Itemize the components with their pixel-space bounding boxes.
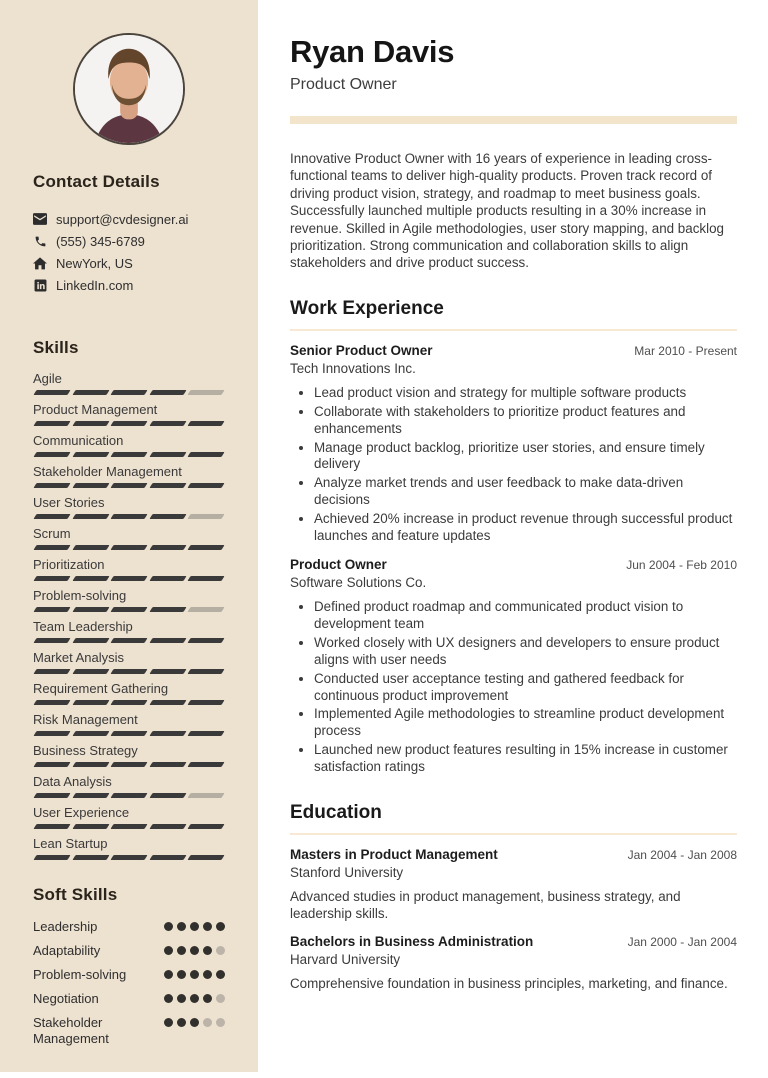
contact-details-heading: Contact Details: [33, 172, 160, 191]
soft-skill-name: Negotiation: [33, 991, 99, 1006]
skill-item: [33, 371, 225, 395]
soft-skill-item: [33, 919, 225, 935]
soft-skills-heading: Soft Skills: [33, 885, 118, 904]
skill-segment-filled: [72, 545, 109, 550]
skill-segment-filled: [188, 545, 225, 550]
skill-item: [33, 650, 225, 674]
soft-skill-item: [33, 991, 225, 1007]
skill-segment-filled: [111, 793, 148, 798]
home-icon: [33, 257, 47, 270]
job-company: Software Solutions Co.: [290, 575, 427, 590]
skill-segment-filled: [188, 731, 225, 736]
job-bullet: • Conducted user acceptance testing and gathered feedback for continuous product improvement: [314, 671, 737, 705]
skill-level-bar: [33, 793, 225, 798]
skill-segment-filled: [111, 545, 148, 550]
level-dot-empty: [203, 1018, 212, 1027]
skill-name: Business Strategy: [33, 743, 138, 758]
skill-segment-filled: [33, 762, 70, 767]
skill-segment-filled: [188, 576, 225, 581]
skill-level-bar: [33, 607, 225, 612]
job-dates: Jun 2004 - Feb 2010: [626, 558, 737, 572]
skill-name: User Stories: [33, 495, 105, 510]
skill-name: Team Leadership: [33, 619, 133, 634]
skill-segment-filled: [111, 700, 148, 705]
education-section: [290, 802, 737, 992]
main-column: [258, 0, 768, 992]
skill-segment-filled: [149, 576, 186, 581]
level-dot-filled: [164, 946, 173, 955]
person-name: Ryan Davis: [290, 34, 455, 69]
level-dot-filled: [177, 970, 186, 979]
skill-segment-filled: [33, 669, 70, 674]
skill-segment-filled: [149, 824, 186, 829]
skill-segment-filled: [149, 669, 186, 674]
job-dates: Mar 2010 - Present: [634, 343, 737, 358]
skill-level-bar: [33, 545, 225, 550]
contact-list: [33, 208, 225, 296]
skill-segment-filled: [72, 700, 109, 705]
skill-item: [33, 557, 225, 581]
skill-segment-filled: [33, 576, 70, 581]
level-dot-filled: [190, 922, 199, 931]
summary-paragraph: Innovative Product Owner with 16 years of experience in leading cross-functional teams to deliver high-quality products. Proven track record of driving product vision, strategy, and roadmap to meet business goals. Successfully launched multiple products resulting in a 30% increase in revenue. Skilled in Agile methodologies, user story mapping, and backlog prioritization. Strong communication and collaboration skills to align stakeholders and drive product success.: [290, 151, 724, 271]
phone-icon: [33, 235, 47, 248]
skill-segment-filled: [72, 607, 109, 612]
degrees-list: [290, 847, 737, 992]
job-bullet: • Implemented Agile methodologies to streamline product development process: [314, 706, 737, 740]
skill-segment-filled: [33, 607, 70, 612]
skill-segment-filled: [149, 855, 186, 860]
skill-segment-filled: [33, 514, 70, 519]
job-bullet: • Analyze market trends and user feedback to make data-driven decisions: [314, 475, 737, 509]
level-dot-filled: [203, 922, 212, 931]
skill-segment-filled: [188, 700, 225, 705]
skill-name: User Experience: [33, 805, 130, 820]
skill-segment-filled: [33, 638, 70, 643]
skill-segment-filled: [33, 452, 70, 457]
skill-segment-filled: [188, 638, 225, 643]
skill-level-bar: [33, 514, 225, 519]
skill-segment-filled: [111, 824, 148, 829]
skill-name: Stakeholder Management: [33, 464, 182, 479]
skill-segment-filled: [33, 793, 70, 798]
contact-item: [33, 252, 225, 274]
degree-dates: Jan 2000 - Jan 2004: [627, 935, 737, 950]
skill-segment-empty: [188, 607, 225, 612]
skill-name: Requirement Gathering: [33, 681, 169, 696]
skill-level-bar: [33, 762, 225, 767]
education-heading: Education: [290, 802, 737, 835]
level-dot-filled: [203, 946, 212, 955]
header-divider: [290, 116, 737, 124]
skill-segment-filled: [111, 483, 148, 488]
job-title: Product Owner: [290, 557, 387, 572]
skill-item: [33, 526, 225, 550]
skill-segment-filled: [111, 421, 148, 426]
soft-skill-level-dots: [164, 991, 225, 1003]
skill-name: Risk Management: [33, 712, 138, 727]
level-dot-filled: [177, 922, 186, 931]
skill-segment-filled: [111, 514, 148, 519]
contact-item-text: support@cvdesigner.ai: [56, 211, 189, 227]
level-dot-empty: [216, 1018, 225, 1027]
level-dot-filled: [203, 970, 212, 979]
contact-item: [33, 208, 225, 230]
job-bullet: • Collaborate with stakeholders to prioritize product features and enhancements: [314, 404, 737, 438]
linkedin-icon: [33, 279, 47, 292]
soft-skill-item: [33, 943, 225, 959]
skill-name: Lean Startup: [33, 836, 108, 851]
skill-name: Problem-solving: [33, 588, 127, 603]
level-dot-filled: [216, 970, 225, 979]
skill-level-bar: [33, 421, 225, 426]
skill-segment-filled: [33, 421, 70, 426]
skill-segment-filled: [72, 483, 109, 488]
degree-description: Comprehensive foundation in business principles, marketing, and finance.: [290, 976, 728, 992]
skill-segment-filled: [149, 793, 186, 798]
skill-segment-filled: [188, 669, 225, 674]
soft-skill-name: Leadership: [33, 919, 98, 934]
skill-segment-filled: [72, 514, 109, 519]
skill-segment-filled: [111, 390, 148, 395]
skill-item: [33, 774, 225, 798]
job-bullet: • Manage product backlog, prioritize user stories, and ensure timely delivery: [314, 440, 737, 474]
skill-level-bar: [33, 576, 225, 581]
jobs-list: [290, 343, 737, 776]
skill-segment-filled: [33, 731, 70, 736]
skill-level-bar: [33, 452, 225, 457]
skill-segment-filled: [188, 855, 225, 860]
soft-skill-name: Problem-solving: [33, 967, 127, 982]
skill-segment-empty: [188, 793, 225, 798]
skill-segment-filled: [111, 731, 148, 736]
skill-item: [33, 433, 225, 457]
skill-segment-empty: [188, 514, 225, 519]
skills-heading: Skills: [33, 338, 79, 357]
skill-segment-filled: [149, 731, 186, 736]
skill-segment-filled: [149, 421, 186, 426]
job-company: Tech Innovations Inc.: [290, 360, 416, 376]
skill-segment-filled: [72, 452, 109, 457]
work-experience-section: [290, 298, 737, 776]
skill-item: [33, 743, 225, 767]
skill-segment-filled: [188, 762, 225, 767]
job-bullet: • Lead product vision and strategy for multiple software products: [314, 385, 737, 402]
skill-segment-filled: [33, 824, 70, 829]
job-title: Senior Product Owner: [290, 342, 433, 358]
work-experience-heading: Work Experience: [290, 298, 737, 331]
skill-segment-filled: [33, 483, 70, 488]
skill-segment-filled: [33, 390, 70, 395]
skill-name: Product Management: [33, 402, 158, 417]
skill-segment-filled: [72, 638, 109, 643]
skill-segment-filled: [149, 762, 186, 767]
skill-segment-filled: [72, 824, 109, 829]
degree-description: Advanced studies in product management, business strategy, and leadership skills.: [290, 889, 681, 922]
skill-name: Scrum: [33, 526, 71, 541]
skill-segment-filled: [111, 855, 148, 860]
soft-skills-list: [33, 919, 225, 1047]
soft-skill-level-dots: [164, 919, 225, 931]
skill-segment-filled: [111, 638, 148, 643]
skill-segment-filled: [188, 421, 225, 426]
skill-item: [33, 619, 225, 643]
job-entry: [290, 557, 737, 776]
level-dot-filled: [216, 922, 225, 931]
skill-level-bar: [33, 855, 225, 860]
skill-segment-empty: [188, 390, 225, 395]
skill-segment-filled: [33, 700, 70, 705]
skill-level-bar: [33, 731, 225, 736]
skill-level-bar: [33, 483, 225, 488]
job-bullet: • Defined product roadmap and communicated product vision to development team: [314, 599, 737, 633]
skills-list: [33, 371, 225, 860]
degree-school: Stanford University: [290, 865, 404, 881]
job-bullet: • Worked closely with UX designers and developers to ensure product aligns with user needs: [314, 635, 737, 669]
skill-segment-filled: [149, 452, 186, 457]
soft-skill-level-dots: [164, 943, 225, 955]
skill-name: Communication: [33, 433, 124, 448]
skill-level-bar: [33, 824, 225, 829]
skill-name: Prioritization: [33, 557, 105, 572]
skill-segment-filled: [188, 824, 225, 829]
contact-item-text: LinkedIn.com: [56, 277, 134, 293]
skill-name: Market Analysis: [33, 650, 125, 665]
skill-segment-filled: [72, 855, 109, 860]
sidebar: [0, 0, 258, 1072]
skill-segment-filled: [149, 700, 186, 705]
degree-dates: Jan 2004 - Jan 2008: [627, 848, 737, 863]
skill-name: Data Analysis: [33, 774, 112, 789]
job-entry: [290, 343, 737, 545]
skill-segment-filled: [149, 607, 186, 612]
level-dot-filled: [190, 994, 199, 1003]
degree-entry: [290, 934, 737, 992]
skill-segment-filled: [111, 762, 148, 767]
skill-segment-filled: [33, 545, 70, 550]
skill-item: [33, 495, 225, 519]
skill-item: [33, 712, 225, 736]
person-title: Product Owner: [290, 76, 397, 93]
skill-segment-filled: [188, 452, 225, 457]
soft-skill-level-dots: [164, 967, 225, 979]
job-bullets: [290, 385, 737, 545]
skill-name: Agile: [33, 371, 62, 386]
job-bullet: • Achieved 20% increase in product revenue through successful product launches and feature updates: [314, 511, 737, 545]
level-dot-empty: [216, 946, 225, 955]
contact-item: [33, 230, 225, 252]
degree-entry: [290, 847, 737, 922]
soft-skill-item: [33, 1015, 225, 1047]
skill-segment-filled: [72, 576, 109, 581]
skill-item: [33, 588, 225, 612]
skill-level-bar: [33, 669, 225, 674]
skill-level-bar: [33, 638, 225, 643]
skill-level-bar: [33, 700, 225, 705]
email-icon: [33, 213, 47, 226]
degree-title: Bachelors in Business Administration: [290, 934, 534, 950]
skill-level-bar: [33, 390, 225, 395]
skill-item: [33, 805, 225, 829]
skill-segment-filled: [111, 607, 148, 612]
skill-segment-filled: [72, 762, 109, 767]
degree-title: Masters in Product Management: [290, 847, 498, 863]
skill-segment-filled: [33, 855, 70, 860]
skill-segment-filled: [111, 669, 148, 674]
skill-item: [33, 681, 225, 705]
skill-segment-filled: [188, 483, 225, 488]
skill-segment-filled: [72, 793, 109, 798]
level-dot-empty: [216, 994, 225, 1003]
level-dot-filled: [164, 970, 173, 979]
level-dot-filled: [190, 970, 199, 979]
profile-photo: [73, 33, 185, 145]
skill-segment-filled: [149, 638, 186, 643]
skill-item: [33, 836, 225, 860]
contact-item-text: (555) 345-6789: [56, 233, 145, 249]
profile-photo-image: [75, 35, 183, 143]
contact-item-text: NewYork, US: [56, 255, 133, 271]
degree-school: Harvard University: [290, 952, 401, 968]
skill-item: [33, 402, 225, 426]
skill-segment-filled: [72, 731, 109, 736]
soft-skill-item: [33, 967, 225, 983]
soft-skill-name: Stakeholder Management: [33, 1015, 109, 1046]
level-dot-filled: [164, 922, 173, 931]
skill-segment-filled: [149, 483, 186, 488]
skill-segment-filled: [72, 669, 109, 674]
soft-skill-name: Adaptability: [33, 943, 101, 958]
level-dot-filled: [177, 994, 186, 1003]
skill-item: [33, 464, 225, 488]
skill-segment-filled: [149, 545, 186, 550]
skill-segment-filled: [111, 452, 148, 457]
skill-segment-filled: [149, 514, 186, 519]
job-bullet: • Launched new product features resulting in 15% increase in customer satisfaction ratings: [314, 742, 737, 776]
level-dot-filled: [203, 994, 212, 1003]
job-bullets: [290, 599, 737, 776]
level-dot-filled: [177, 946, 186, 955]
level-dot-filled: [164, 1018, 173, 1027]
skill-segment-filled: [149, 390, 186, 395]
contact-item: [33, 274, 225, 296]
level-dot-filled: [190, 1018, 199, 1027]
soft-skill-level-dots: [164, 1015, 225, 1027]
skill-segment-filled: [111, 576, 148, 581]
level-dot-filled: [190, 946, 199, 955]
level-dot-filled: [164, 994, 173, 1003]
skill-segment-filled: [72, 421, 109, 426]
level-dot-filled: [177, 1018, 186, 1027]
skill-segment-filled: [72, 390, 109, 395]
